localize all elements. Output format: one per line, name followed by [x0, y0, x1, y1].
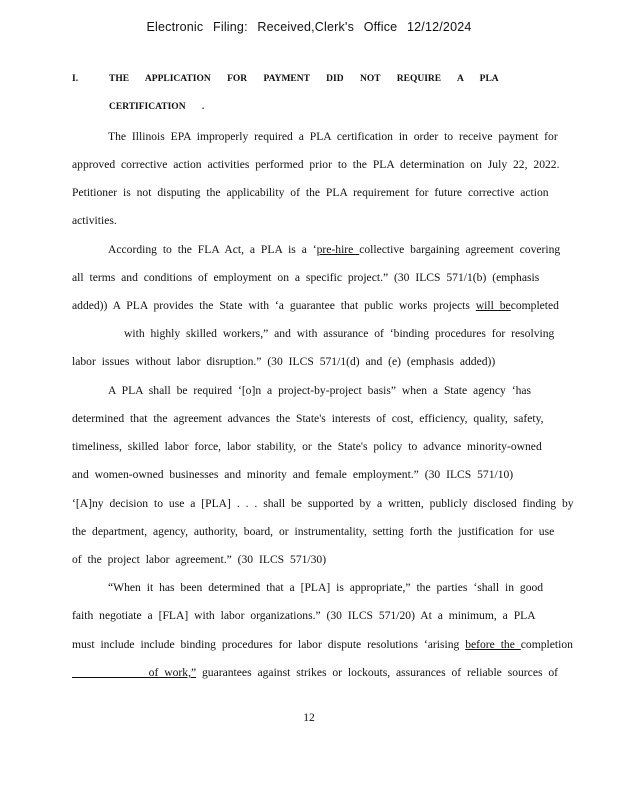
- body-line: activities.: [72, 214, 117, 227]
- body-line: and women-owned businesses and minority and female employment.” (30 ILCS 571/10): [72, 468, 514, 481]
- body-line: of the project labor agreement.” (30 ILCS 571/30): [72, 553, 327, 566]
- body-line: must include include binding procedures for labor dispute resolutions ‘arising before the completion: [72, 638, 573, 651]
- body-line: all terms and conditions of employment on a specific project.” (30 ILCS 571/1(b) (emphasis: [72, 271, 540, 284]
- page-number: 12: [303, 711, 315, 724]
- underlined-text: of work,”: [72, 666, 197, 679]
- body-line: Petitioner is not disputing the applicability of the PLA requirement for future corrective action: [72, 186, 549, 199]
- body-line: The Illinois EPA improperly required a PLA certification in order to receive payment for: [108, 130, 558, 143]
- underlined-text: before the: [465, 638, 521, 651]
- body-line: with highly skilled workers,” and with assurance of ‘binding procedures for resolving: [124, 327, 555, 340]
- body-line: According to the FLA Act, a PLA is a ‘pre-hire collective bargaining agreement covering: [108, 243, 561, 256]
- body-line: approved corrective action activities performed prior to the PLA determination on July 22, 2022.: [72, 158, 560, 171]
- body-line: A PLA shall be required ‘[o]n a project-by-project basis” when a State agency ‘has: [108, 384, 532, 397]
- body-line: the department, agency, authority, board, or instrumentality, setting forth the justification for use: [72, 525, 555, 538]
- body-line: determined that the agreement advances the State's interests of cost, efficiency, quality, safety,: [72, 412, 544, 425]
- section-number: I.: [72, 74, 79, 84]
- underlined-text: will be: [475, 299, 511, 312]
- body-line: timeliness, skilled labor force, labor stability, or the State's policy to advance minority-owned: [72, 440, 542, 453]
- section-title-line1: THE APPLICATION FOR PAYMENT DID NOT REQUIRE A PLA: [109, 74, 499, 84]
- body-line: faith negotiate a [FLA] with labor organizations.” (30 ILCS 571/20) At a minimum, a PLA: [72, 609, 536, 622]
- body-line: ‘[A]ny decision to use a [PLA] . . . shall be supported by a written, publicly disclosed finding by: [72, 497, 574, 510]
- body-line: labor issues without labor disruption.” (30 ILCS 571/1(d) and (e) (emphasis added)): [72, 355, 496, 368]
- filing-header: Electronic Filing: Received,Clerk's Office 12/12/2024: [146, 20, 472, 34]
- body-line: “When it has been determined that a [PLA] is appropriate,” the parties ‘shall in good: [108, 581, 544, 594]
- underlined-text: pre-hire: [316, 243, 360, 256]
- body-line: of work,” guarantees against strikes or lockouts, assurances of reliable sources of: [72, 666, 559, 679]
- section-title-line2: CERTIFICATION .: [109, 102, 205, 112]
- body-line: added)) A PLA provides the State with ‘a guarantee that public works projects will becompleted: [72, 299, 559, 312]
